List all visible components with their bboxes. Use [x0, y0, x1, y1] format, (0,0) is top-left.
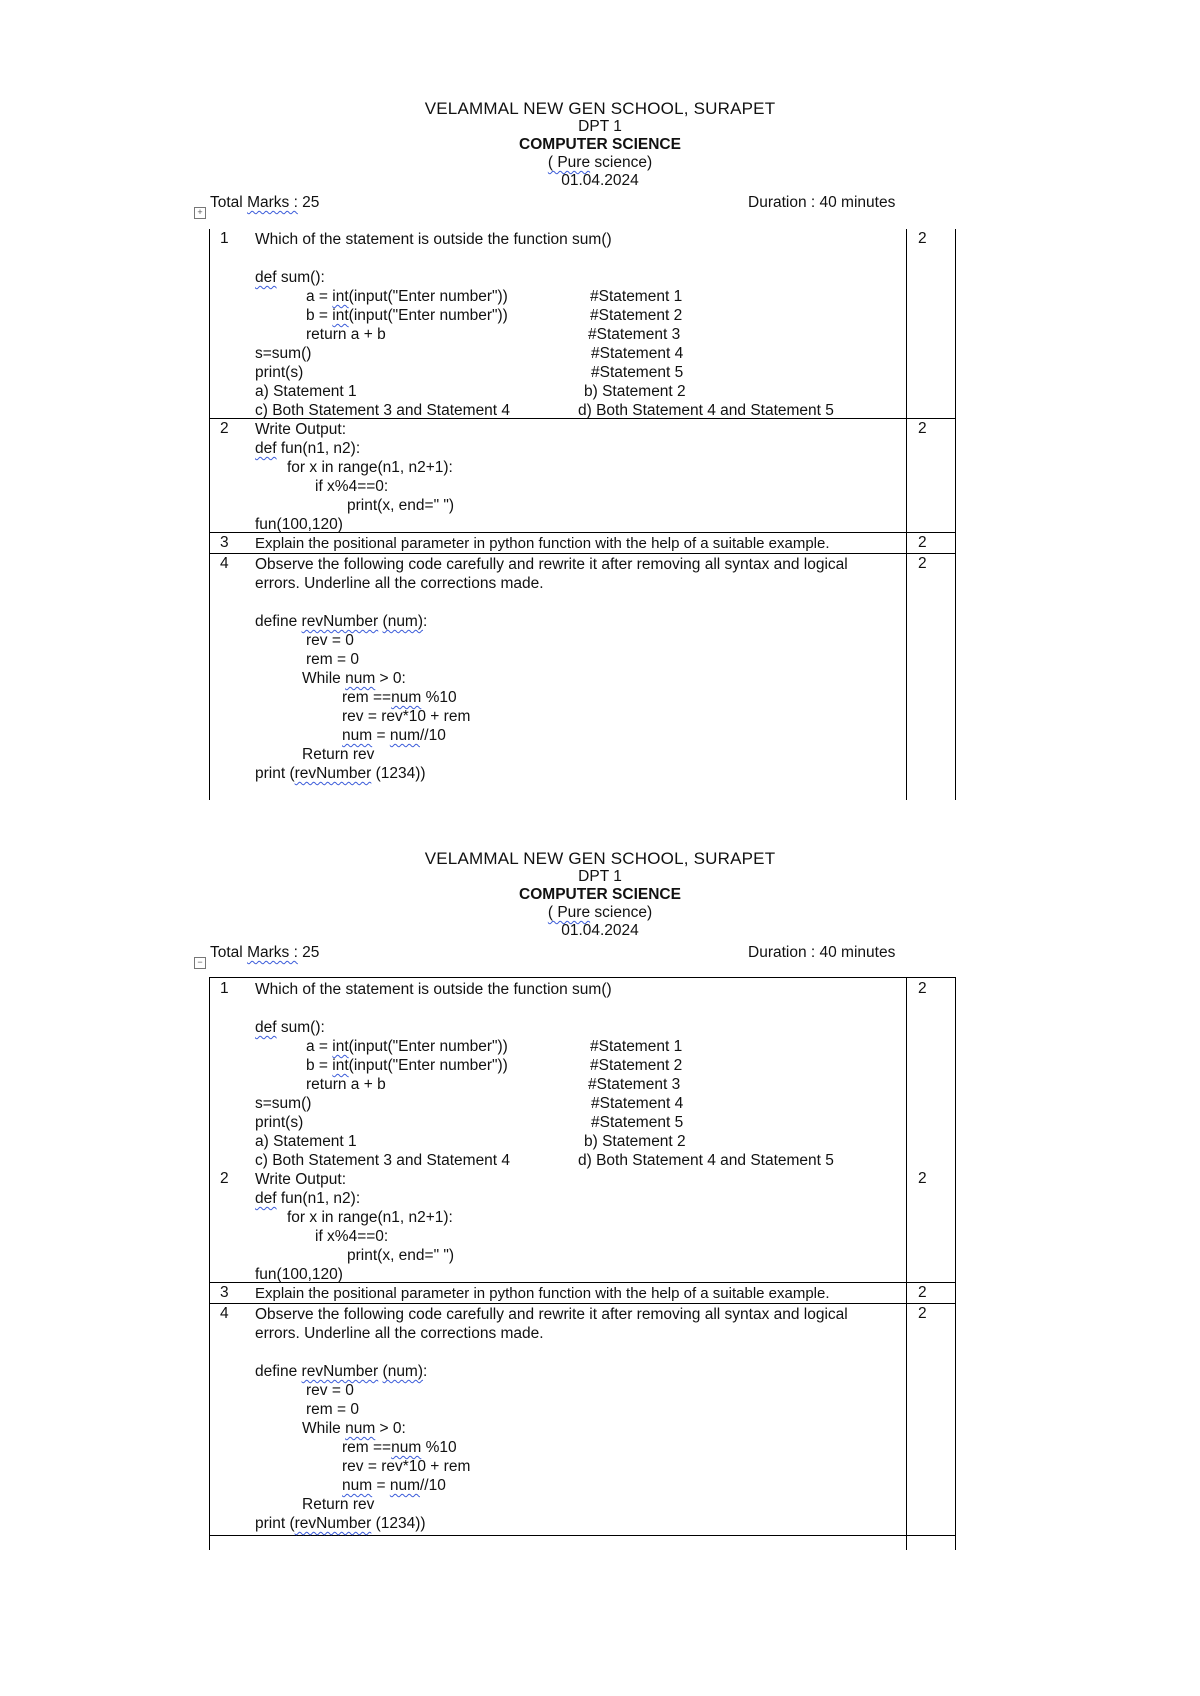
code-line: def fun(n1, n2):: [255, 440, 361, 457]
statement-comment: #Statement 5: [591, 364, 684, 381]
code-line: if x%4==0:: [315, 1228, 389, 1245]
subject-title: COMPUTER SCIENCE: [519, 886, 681, 903]
duration: Duration : 40 minutes: [748, 194, 896, 211]
code-line: rem = 0: [306, 1401, 359, 1418]
code-line: rev = 0: [306, 632, 354, 649]
table-border-top: [209, 977, 955, 978]
code-line: if x%4==0:: [315, 478, 389, 495]
code-line: for x in range(n1, n2+1):: [287, 1209, 453, 1226]
option-c: c) Both Statement 3 and Statement 4: [255, 1152, 511, 1169]
statement-comment: #Statement 1: [590, 288, 683, 305]
code-line: rev = rev*10 + rem: [342, 1458, 471, 1475]
code-line: define revNumber (num):: [255, 613, 428, 630]
code-line: print (revNumber (1234)): [255, 765, 426, 782]
code-line: def sum():: [255, 269, 325, 286]
exam-date: 01.04.2024: [561, 172, 639, 189]
question-text: Write Output:: [255, 421, 347, 438]
code-line: print(x, end=" "): [347, 497, 455, 514]
test-name: DPT 1: [578, 868, 622, 885]
spell-flag: ( Pure: [547, 904, 591, 921]
exam-date: 01.04.2024: [561, 922, 639, 939]
question-number: 4: [220, 555, 229, 572]
option-b: b) Statement 2: [584, 1133, 686, 1150]
school-name: VELAMMAL NEW GEN SCHOOL, SURAPET: [424, 849, 776, 868]
question-paper-copy-2: [0, 850, 1200, 1570]
question-number: 1: [220, 980, 229, 997]
code-line: rem ==num %10: [342, 689, 457, 706]
code-line: a = int(input("Enter number")): [306, 288, 508, 305]
code-line: s=sum(): [255, 1095, 312, 1112]
question-marks: 2: [918, 1305, 927, 1322]
spell-flag: ( Pure: [547, 154, 591, 171]
statement-comment: #Statement 5: [591, 1114, 684, 1131]
school-name: VELAMMAL NEW GEN SCHOOL, SURAPET: [424, 99, 776, 118]
code-line: print (revNumber (1234)): [255, 1515, 426, 1532]
table-collapse-handle-icon[interactable]: −: [194, 957, 206, 969]
table-border-marks: [906, 229, 907, 800]
code-line: While num > 0:: [302, 670, 406, 687]
stream-line: ( Pure science): [547, 904, 653, 921]
question-number: 3: [220, 534, 229, 551]
code-line: rem ==num %10: [342, 1439, 457, 1456]
table-border-marks: [906, 977, 907, 1550]
table-border-left: [209, 229, 210, 800]
question-marks: 2: [918, 1284, 927, 1301]
test-name: DPT 1: [578, 118, 622, 135]
option-d: d) Both Statement 4 and Statement 5: [578, 402, 834, 419]
question-text: Explain the positional parameter in python function with the help of a suitable example.: [255, 1285, 830, 1302]
option-d: d) Both Statement 4 and Statement 5: [578, 1152, 834, 1169]
code-line: rem = 0: [306, 651, 359, 668]
code-line: fun(100,120): [255, 1266, 343, 1283]
question-text: Write Output:: [255, 1171, 347, 1188]
option-c: c) Both Statement 3 and Statement 4: [255, 402, 511, 419]
statement-comment: #Statement 3: [588, 326, 681, 343]
question-number: 1: [220, 230, 229, 247]
option-a: a) Statement 1: [255, 1133, 357, 1150]
code-line: return a + b: [306, 1076, 386, 1093]
question-text: Observe the following code carefully and rewrite it after removing all syntax and logical errors. Underline all the corrections made.: [255, 556, 848, 592]
statement-comment: #Statement 2: [590, 307, 683, 324]
question-marks: 2: [918, 230, 927, 247]
code-line: define revNumber (num):: [255, 1363, 428, 1380]
question-text: Explain the positional parameter in python function with the help of a suitable example.: [255, 535, 830, 552]
code-line: print(x, end=" "): [347, 1247, 455, 1264]
code-line: s=sum(): [255, 345, 312, 362]
question-paper-copy-1: [0, 100, 1200, 820]
subject-title: COMPUTER SCIENCE: [519, 136, 681, 153]
code-line: b = int(input("Enter number")): [306, 307, 508, 324]
statement-comment: #Statement 2: [590, 1057, 683, 1074]
statement-comment: #Statement 4: [591, 1095, 684, 1112]
total-marks: Total Marks : 25: [210, 194, 320, 211]
statement-comment: #Statement 1: [590, 1038, 683, 1055]
code-line: num = num//10: [342, 727, 446, 744]
code-line: print(s): [255, 364, 304, 381]
table-border-right: [955, 229, 956, 800]
question-marks: 2: [918, 1170, 927, 1187]
code-line: def sum():: [255, 1019, 325, 1036]
stream-line: ( Pure science): [547, 154, 653, 171]
question-number: 3: [220, 1284, 229, 1301]
code-line: for x in range(n1, n2+1):: [287, 459, 453, 476]
paper-header: [0, 100, 1200, 190]
statement-comment: #Statement 3: [588, 1076, 681, 1093]
table-border-right: [955, 977, 956, 1550]
code-line: a = int(input("Enter number")): [306, 1038, 508, 1055]
question-text: Observe the following code carefully and rewrite it after removing all syntax and logical errors. Underline all the corrections made.: [255, 1306, 848, 1342]
question-marks: 2: [918, 980, 927, 997]
code-line: return a + b: [306, 326, 386, 343]
paper-header: [0, 850, 1200, 940]
question-marks: 2: [918, 420, 927, 437]
code-line: b = int(input("Enter number")): [306, 1057, 508, 1074]
code-line: While num > 0:: [302, 1420, 406, 1437]
code-line: fun(100,120): [255, 516, 343, 533]
question-marks: 2: [918, 534, 927, 551]
code-line: rev = 0: [306, 1382, 354, 1399]
table-border-left: [209, 977, 210, 1550]
code-line: rev = rev*10 + rem: [342, 708, 471, 725]
question-number: 2: [220, 420, 229, 437]
code-line: Return rev: [302, 1496, 375, 1513]
table-border-bottom: [209, 1535, 955, 1536]
question-marks: 2: [918, 555, 927, 572]
row-divider: [209, 1303, 955, 1304]
table-move-handle-icon[interactable]: +: [194, 207, 206, 219]
code-line: Return rev: [302, 746, 375, 763]
question-text: Which of the statement is outside the function sum(): [255, 231, 612, 248]
code-line: print(s): [255, 1114, 304, 1131]
option-a: a) Statement 1: [255, 383, 357, 400]
option-b: b) Statement 2: [584, 383, 686, 400]
statement-comment: #Statement 4: [591, 345, 684, 362]
code-line: def fun(n1, n2):: [255, 1190, 361, 1207]
question-text: Which of the statement is outside the function sum(): [255, 981, 612, 998]
question-number: 2: [220, 1170, 229, 1187]
row-divider: [209, 553, 955, 554]
total-marks: Total Marks : 25: [210, 944, 320, 961]
duration: Duration : 40 minutes: [748, 944, 896, 961]
code-line: num = num//10: [342, 1477, 446, 1494]
question-number: 4: [220, 1305, 229, 1322]
